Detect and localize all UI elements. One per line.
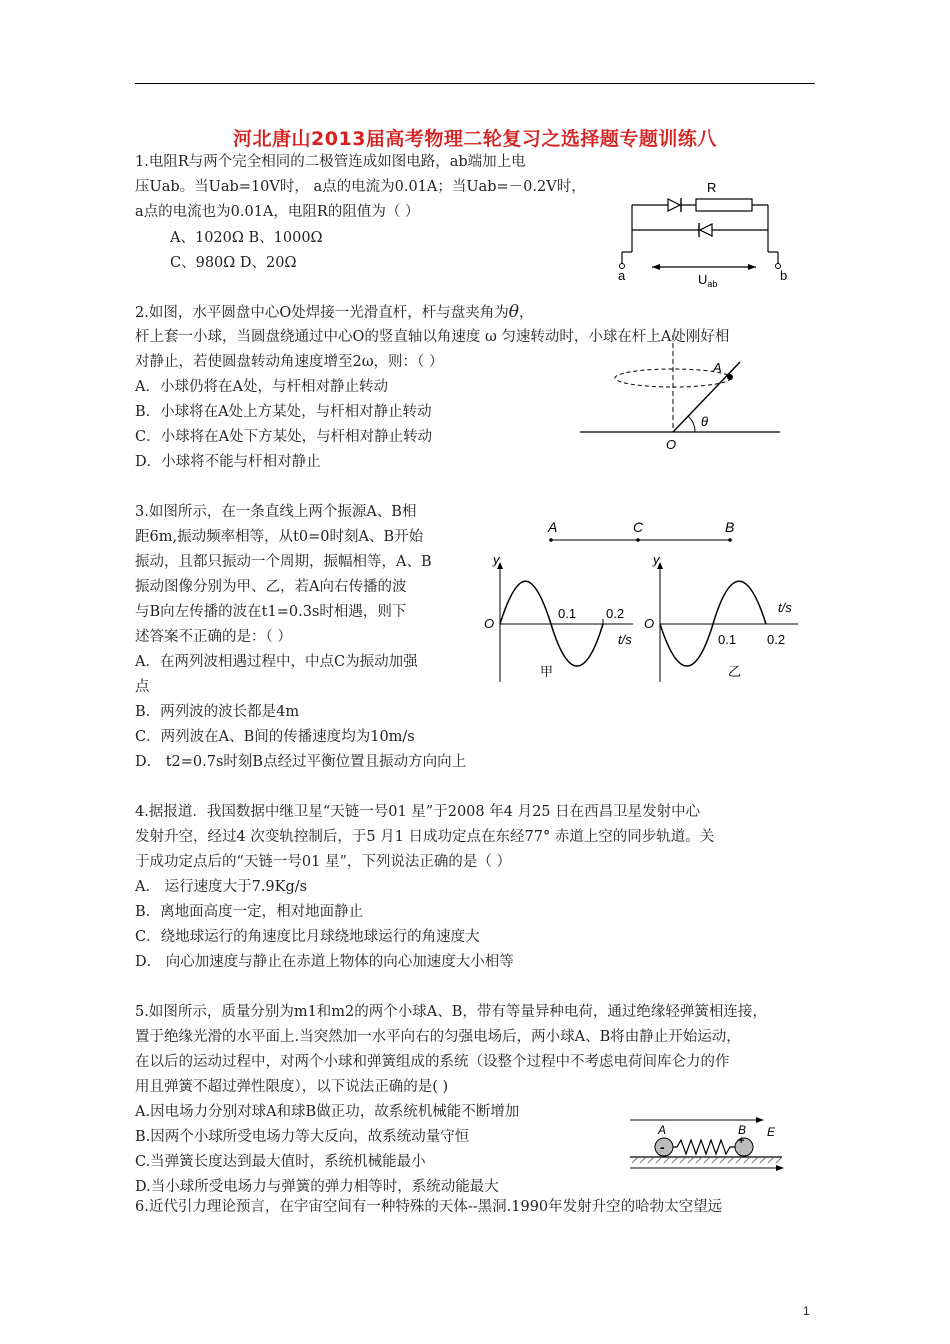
graph-jia [484,552,633,682]
q2-option: B．小球将在A处上方某处，与杆相对静止转动 [135,404,432,420]
q1-option: A、1020Ω B、1000Ω [170,230,323,246]
q3-option: D． t2=0.7s时刻B点经过平衡位置且振动方向向上 [135,754,467,770]
point-a-label: A [713,360,722,375]
y-axis-label: y [653,552,660,567]
q1-line: 1.电阻R与两个完全相同的二极管连成如图电路，ab端加上电 [135,154,526,170]
theta-symbol: θ [508,302,519,322]
q5-line: 在以后的运动过程中，对两个小球和弹簧组成的系统（设整个过程中不考虑电荷间库仑力的作 [135,1054,730,1070]
diode-forward [668,198,681,212]
origin-label: O [484,616,495,631]
q2-rotating-disk-diagram [575,330,790,455]
q2-option: D．小球将不能与杆相对静止 [135,454,321,470]
q5-line: 置于绝缘光滑的水平面上.当突然加一水平向右的匀强电场后，两小球A、B将由静止开始运动， [135,1029,741,1045]
page-title: 河北唐山2013届高考物理二轮复习之选择题专题训练八 [233,128,717,150]
ball-a [655,1138,673,1156]
q3-option: C．两列波在A、B间的传播速度均为10m/s [135,729,415,745]
q4-line: 于成功定点后的“天链一号01 星”，下列说法正确的是（ ） [135,854,511,870]
origin-label: O [644,616,655,631]
tick-label: 0.1 [718,632,737,647]
voltage-label: $U_{ab}$ [698,272,718,289]
q2-stem: 2.如图，水平圆盘中心O处焊接一光滑直杆，杆与盘夹角为θ， [135,302,534,322]
terminal-a-label: a [618,268,626,283]
q5-option: B.因两个小球所受电场力等大反向，故系统动量守恒 [135,1129,470,1145]
graph-yi-label: 乙 [728,664,742,679]
diode-reverse [699,223,712,237]
q3-line: 振动，且都只振动一个周期，振幅相等，A、B [135,554,432,570]
q3-line: 3.如图所示，在一条直线上两个振源A、B相 [135,504,417,520]
t-axis-label: t/s [618,632,632,647]
q5-option: C.当弹簧长度达到最大值时，系统机械能最小 [135,1154,426,1170]
q2-option: A．小球仍将在A处，与杆相对静止转动 [135,379,388,395]
q1-option: C、980Ω D、20Ω [170,255,297,271]
q4-line: 发射升空，经过4 次变轨控制后，于5 月1 日成功定点在东经77° 赤道上空的同步轨道。关 [135,829,715,845]
spring [672,1140,736,1154]
q5-option: A.因电场力分别对球A和球B做正功，故系统机械能不断增加 [135,1104,520,1120]
q3-line: 振动图像分别为甲、乙，若A向右传播的波 [135,579,407,595]
point-o-label: O [666,437,677,452]
header-rule [135,83,815,84]
q4-option: C．绕地球运行的角速度比月球绕地球运行的角速度大 [135,929,480,945]
q1-line: 压Uab。当Uab=10V时， a点的电流为0.01A；当Uab=－0.2V时， [135,179,586,195]
source-b-label: B [725,519,735,535]
graph-yi [644,552,798,682]
q2-line: 对静止，若使圆盘转动角速度增至2ω，则：（ ） [135,354,444,370]
q4-option: A． 运行速度大于7.9Kg/s [135,879,308,895]
q3-line: 述答案不正确的是：（ ） [135,629,292,645]
q3-option: B．两列波的波长都是4m [135,704,300,720]
tick-label: 0.2 [767,632,786,647]
q6-line: 6.近代引力理论预言，在宇宙空间有一种特殊的天体--黑洞.1990年发射升空的哈勃太空望远 [135,1199,723,1215]
q3-line: 距6m,振动频率相等，从t0=0时刻A、B开始 [135,529,424,545]
q3-option-cont: 点 [135,679,150,695]
midpoint-c-label: C [633,519,644,535]
y-axis-label: y [493,552,500,567]
q5-spring-balls-diagram [622,1108,792,1173]
angle-theta-label: θ [701,414,709,429]
q4-option: B．离地面高度一定，相对地面静止 [135,904,364,920]
q3-line: 与B向左传播的波在t1=0.3s时相遇，则下 [135,604,407,620]
q1-line: a点的电流也为0.01A，电阻R的阻值为（ ） [135,204,420,220]
t-axis-label: t/s [778,600,792,615]
ball-b [735,1135,753,1156]
q2-line: 杆上套一小球，当圆盘绕通过中心O的竖直轴以角速度 ω 匀速转动时，小球在杆上A处刚好相 [135,329,730,345]
q3-wave-diagram [478,512,808,687]
tick-label: 0.1 [558,606,577,621]
q1-circuit-diagram [612,172,802,290]
q5-line: 5.如图所示，质量分别为m1和m2的两个小球A、B，带有等量异种电荷，通过绝缘轻弹簧相连接， [135,1004,767,1020]
q2-option: C．小球将在A处下方某处，与杆相对静止转动 [135,429,433,445]
source-a-label: A [548,519,558,535]
ball-a-label: A [658,1123,667,1137]
positive-charge-sign: + [738,1135,745,1147]
resistor-label: R [707,180,717,195]
page-number: 1 [803,1304,810,1318]
negative-charge-sign: - [660,1139,665,1155]
field-e-label: E [767,1125,776,1139]
q5-line: 用且弹簧不超过弹性限度），以下说法正确的是( ) [135,1079,449,1095]
q5-option: D.当小球所受电场力与弹簧的弹力相等时，系统动能最大 [135,1179,499,1195]
terminal-b-label: b [780,268,788,283]
q4-line: 4.据报道．我国数据中继卫星“天链一号01 星”于2008 年4 月25 日在西昌卫星发射中心 [135,804,701,820]
q3-option: A．在两列波相遇过程中，中点C为振动加强 [135,654,418,670]
q4-option: D． 向心加速度与静止在赤道上物体的向心加速度大小相等 [135,954,514,970]
tick-label: 0.2 [606,606,625,621]
graph-jia-label: 甲 [540,664,554,679]
ball-b-label: B [738,1123,747,1137]
